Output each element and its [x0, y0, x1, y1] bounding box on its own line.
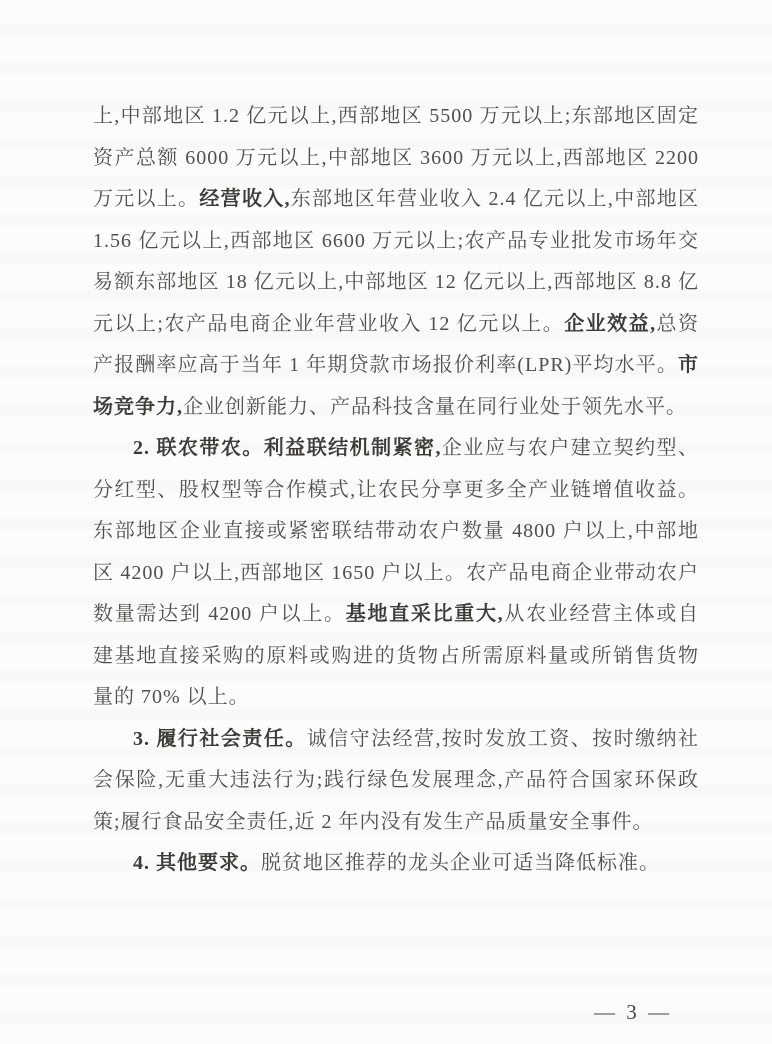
text-run-bold: 4. 其他要求。 [133, 852, 261, 874]
page-number: — 3 — [594, 1000, 672, 1024]
paragraph [93, 428, 699, 719]
text-run-bold: 市场竞争力, [93, 354, 699, 418]
paragraph [93, 96, 699, 428]
text-run-bold: 2. 联农带农。利益联结机制紧密, [133, 437, 442, 459]
paragraph [93, 843, 699, 885]
text-run: 从农业经营主体或自建基地直接采购的原料或购进的货物占所需原料量或所销售货物量的 70% 以上。 [93, 603, 700, 708]
text-run-bold: 3. 履行社会责任。 [133, 727, 307, 750]
text-run: 企业创新能力、产品科技含量在同行业处于领先水平。 [183, 395, 687, 418]
paragraph [93, 719, 699, 844]
text-run-bold: 经营收入, [199, 188, 291, 210]
text-run-bold: 企业效益, [564, 312, 657, 335]
text-run: 总资产报酬率应高于当年 1 年期贷款市场报价利率(LPR)平均水平。 [93, 312, 700, 376]
text-run: 企业应与农户建立契约型、分红型、股权型等合作模式,让农民分享更多全产业链增值收益。东部地区企业直接或紧密联结带动农户数量 4800 户以上,中部地区 4200 户以上,西部地区 1650 户以上。农产品电商企业带动农户数量需达到 4200 户以上。 [93, 437, 700, 625]
text-run: 东部地区年营业收入 2.4 亿元以上,中部地区 1.56 亿元以上,西部地区 6600 万元以上;农产品专业批发市场年交易额东部地区 18 亿元以上,中部地区 12 亿元以上,西部地区 8.8 亿元以上;农产品电商企业年营业收入 12 亿元以上。 [93, 188, 700, 335]
text-run: 脱贫地区推荐的龙头企业可适当降低标准。 [261, 852, 660, 874]
text-run: 诚信守法经营,按时发放工资、按时缴纳社会保险,无重大违法行为;践行绿色发展理念,产品符合国家环保政策;履行食品安全责任,近 2 年内没有发生产品质量安全事件。 [93, 727, 700, 833]
document-body [93, 96, 699, 885]
text-run: 上,中部地区 1.2 亿元以上,西部地区 5500 万元以上;东部地区固定资产总额 6000 万元以上,中部地区 3600 万元以上,西部地区 2200 万元以上。 [93, 105, 699, 210]
text-run-bold: 基地直采比重大, [345, 603, 504, 625]
